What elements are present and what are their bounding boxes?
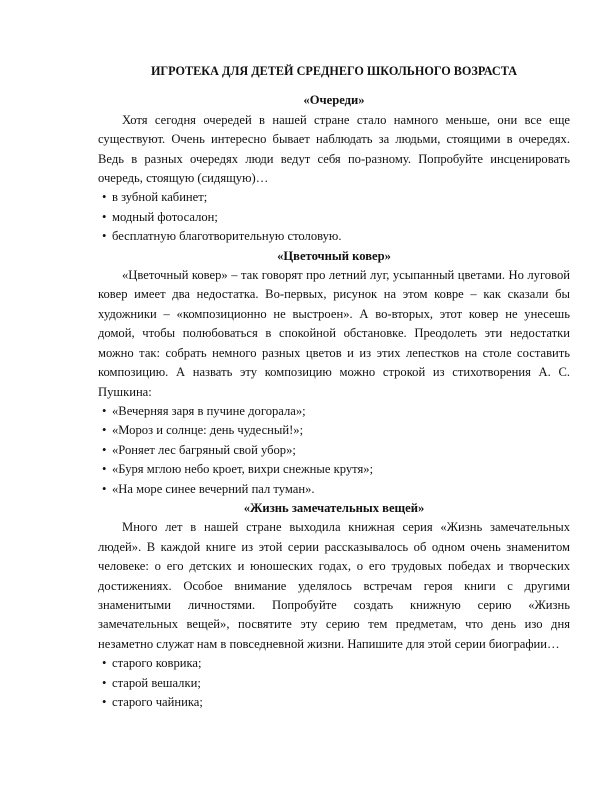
bullet-icon: • <box>102 209 107 224</box>
list-item <box>98 460 570 479</box>
list-item <box>98 693 570 712</box>
list-item <box>98 188 570 207</box>
list-item-text: старого коврика; <box>112 656 202 671</box>
section-flower-carpet <box>98 247 570 499</box>
list-item <box>98 480 570 499</box>
section-remarkable-things <box>98 499 570 712</box>
list-item <box>98 441 570 460</box>
list-item <box>98 402 570 421</box>
bullet-icon: • <box>102 675 107 690</box>
list-item-text: «Мороз и солнце: день чудесный!»; <box>112 423 304 438</box>
list-item-text: в зубной кабинет; <box>112 190 208 205</box>
bullet-list <box>98 188 570 246</box>
list-item-text: модный фотосалон; <box>112 209 218 224</box>
list-item-text: «Вечерняя заря в пучине догорала»; <box>112 403 306 418</box>
section-heading: «Очереди» <box>303 93 365 108</box>
bullet-icon: • <box>102 403 107 418</box>
bullet-icon: • <box>102 423 107 438</box>
bullet-icon: • <box>102 442 107 457</box>
document-title: ИГРОТЕКА ДЛЯ ДЕТЕЙ СРЕДНЕГО ШКОЛЬНОГО ВОЗРАСТА <box>150 64 518 78</box>
section-paragraph: Хотя сегодня очередей в нашей стране стало намного меньше, они все еще существуют. Очень интересно бывает наблюдать за людьми, стоящими в очередях. Ведь в разных очередях люди ведут себя по-разному. Попробуйте инсценировать очередь, стоящую (сидящую)… <box>98 112 570 186</box>
list-item <box>98 227 570 246</box>
bullet-icon: • <box>102 190 107 205</box>
section-queues <box>98 91 570 246</box>
bullet-icon: • <box>102 695 107 709</box>
document-page <box>98 62 570 712</box>
list-item-text: бесплатную благотворительную столовую. <box>112 229 342 244</box>
section-heading: «Цветочный ковер» <box>277 248 391 263</box>
list-item-text: старого чайника; <box>112 695 203 709</box>
list-item-text: «Роняет лес багряный свой убор»; <box>112 442 296 457</box>
bullet-icon: • <box>102 656 107 671</box>
section-paragraph: «Цветочный ковер» – так говорят про летний луг, усыпанный цветами. Но луговой ковер имеет два недостатка. Во-первых, рисунок на этом ковре – как сказали бы художники – «композиционно не выстроен». А во-вторых, этот ковер не унесешь домой, чтобы полюбоваться в спокойной обстановке. Преодолеть эти недостатки можно так: собрать немного разных цветов и из этих лепестков на столе составить композицию. А назвать эту композицию можно строкой из стихотворения А. С. Пушкина: <box>98 268 570 399</box>
list-item <box>98 208 570 227</box>
list-item-text: старой вешалки; <box>112 675 201 690</box>
list-item-text: «На море синее вечерний пал туман». <box>112 481 315 496</box>
section-paragraph: Много лет в нашей стране выходила книжная серия «Жизнь замечательных людей». В каждой книге из этой серии рассказывалось об одном очень знаменитом человеке: о его детских и юношеских годах, о его трудовых победах и творческих достижениях. Особое внимание уделялось встречам героя книги с другими знаменитыми личностями. Попробуйте создать книжную серию «Жизнь замечательных вещей», посвятите эту серию тем предметам, что день изо дня незаметно служат нам в повседневной жизни. Напишите для этой серии биографии… <box>98 520 570 651</box>
list-item <box>98 421 570 440</box>
list-item-text: «Буря мглою небо кроет, вихри снежные крутя»; <box>112 462 374 477</box>
list-item <box>98 654 570 673</box>
list-item <box>98 674 570 693</box>
bullet-icon: • <box>102 462 107 477</box>
bullet-list <box>98 654 570 712</box>
bullet-icon: • <box>102 481 107 496</box>
bullet-list <box>98 402 570 499</box>
bullet-icon: • <box>102 229 107 244</box>
section-heading: «Жизнь замечательных вещей» <box>243 500 425 515</box>
